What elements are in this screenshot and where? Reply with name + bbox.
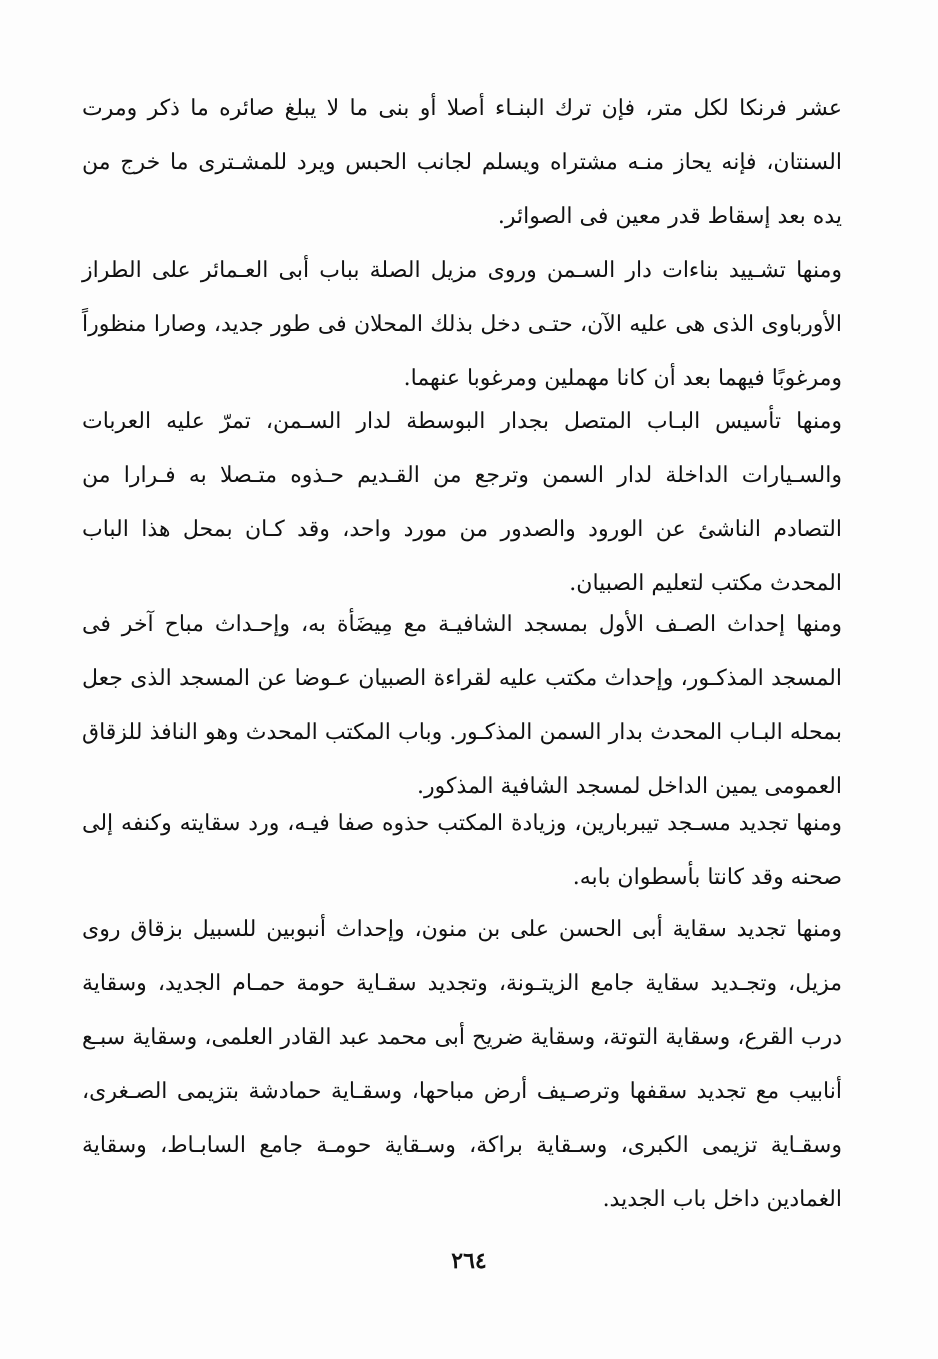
paragraph-3 [82,395,842,611]
paragraph-2 [82,244,842,406]
paragraph-4 [82,598,842,814]
paragraph-1 [82,82,842,244]
paragraph-text: عشر فرنكا لكل متر، فإن ترك البنـاء أصلا أو بنى ما لا يبلغ صائره ما ذكر ومرت السنتان، فإنه يحاز منـه مشتراه ويسلم لجانب الحبس ويرد للمشـترى ما خرج من يده بعد إسقاط قدر معين فى الصوائر. [82,96,842,229]
paragraph-5 [82,797,842,905]
page-number: ٢٦٤ [451,1248,487,1274]
paragraph-text: ومنها إحداث الصـف الأول بمسجد الشافيـة مع مِيضَأة به، وإحـداث مباح آخر فى المسجد المذكـور، وإحداث مكتب عليه لقراءة الصبيان عـوضا عن المسجد الذى جعل بمحله البـاب المحدث بدار السمن المذكـور. وباب المكتب المحدث وهو النافذ للزقاق العمومى يمين الداخل لمسجد الشافية المذكور. [82,612,842,799]
paragraph-text: ومنها تجديد مسـجد تيبربارين، وزيادة المكتب حذوه صفا فيـه، ورد سقايته وكنفه إلى صحنه وقد كانتا بأسطوان بابه. [82,811,842,890]
paragraph-text: ومنها تجديد سقاية أبى الحسن على بن منون، وإحداث أنبوبين للسبيل بزقاق روى مزيل، وتجـديد سقاية جامع الزيتـونة، وتجديد سقـاية حومة حمـام الجديد، وسقاية درب القرع، وسقاية التوتة، وسقاية ضريح أبى محمد عبد القادر العلمى، وسقاية سبـع أنابيب مع تجديد سقفها وترصـيف أرض مباحها، وسقـاية حمادشة بتزيمى الصـغرى، وسقـاية تزيمى الكبرى، وسـقاية براكة، وسـقاية حومـة جامع السابـاط، وسقاية الغمادين داخل باب الجديد. [82,917,842,1212]
paragraph-text: ومنها تشـييد بناءات دار السـمن وروى مزيل الصلة بباب أبى العـمائر على الطراز الأورباوى الذى هى عليه الآن، حتـى دخل بذلك المحلان فى طور جديد، وصارا منظوراً ومرغوبًا فيهما بعد أن كانا مهملين ومرغوبا عنهما. [82,258,842,391]
paragraph-text: ومنها تأسيس البـاب المتصل بجدار البوسطة لدار السـمن، تمرّ عليه العربات والسـيارات الداخلة لدار السمن وترجع من القـديم حـذوه متـصلا به فـرارا من التصادم الناشئ عن الورود والصدور من مورد واحد، وقد كـان بمحل هذا الباب المحدث مكتب لتعليم الصبيان. [82,409,842,596]
paragraph-6 [82,903,842,1227]
